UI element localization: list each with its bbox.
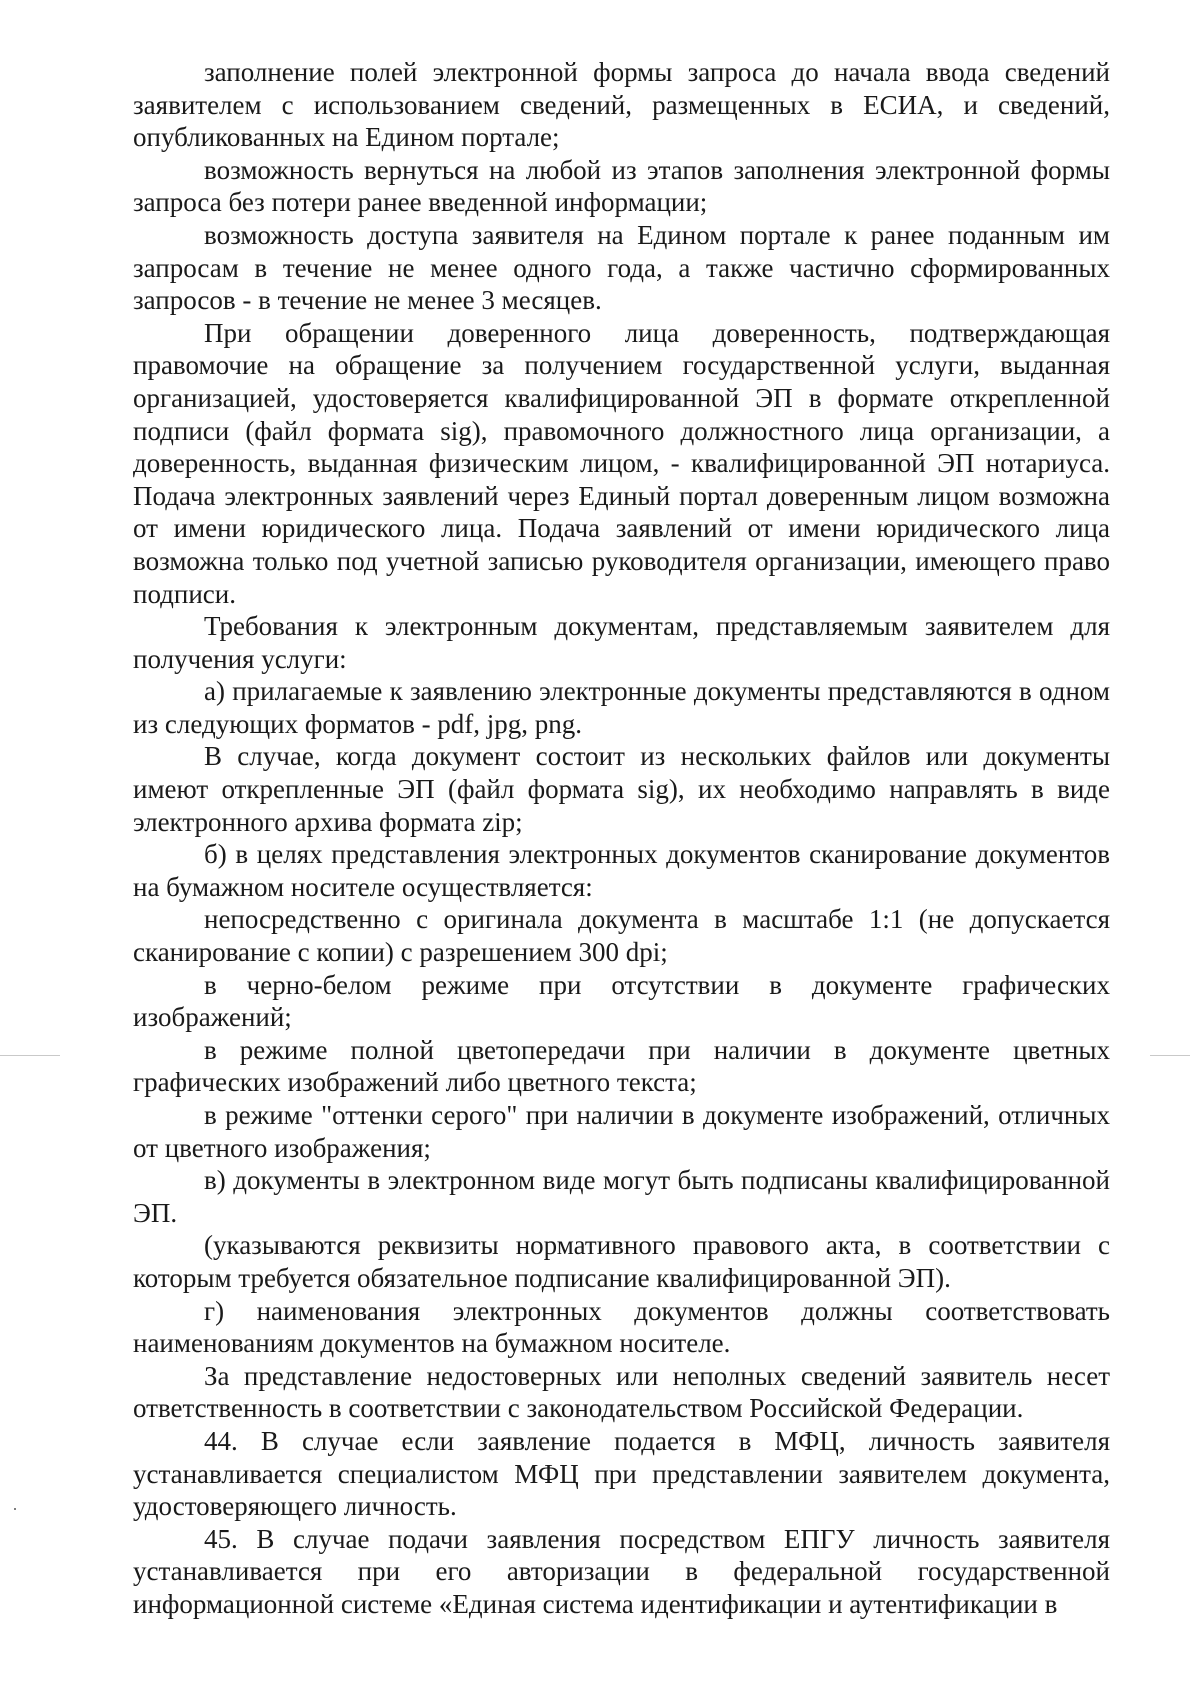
paragraph-zip-archive: В случае, когда документ состоит из нескольких файлов или документы имеют открепленные ЭП (файл формата sig), их необходимо направлять в виде электронного архива формата zip; [133, 741, 1110, 837]
paragraph-power-of-attorney: При обращении доверенного лица доверенность, подтверждающая правомочие на обращение за получением государственной услуги, выданная организацией, удостоверяется квалифицированной ЭП в формате открепленной подписи (файл формата sig), правомочного должностного лица организации, а доверенность, выданная физическим лицом, - квалифицированной ЭП нотариуса. Подача электронных заявлений через Единый портал доверенным лицом возможна от имени юридического лица. Подача заявлений от имени юридического лица возможна только под учетной записью руководителя организации, имеющего право подписи. [133, 317, 1110, 609]
paragraph-scan-bw: в черно-белом режиме при отсутствии в документе графических изображений; [133, 969, 1110, 1033]
paragraph-item-a-formats: а) прилагаемые к заявлению электронные документы представляются в одном из следующих форматов - pdf, jpg, png. [133, 676, 1110, 739]
paragraph-item-v-signature: в) документы в электронном виде могут быть подписаны квалифицированной ЭП. [133, 1165, 1110, 1228]
paragraph-prefill-form: заполнение полей электронной формы запроса до начала ввода сведений заявителем с использованием сведений, размещенных в ЕСИА, и сведений, опубликованных на Едином портале; [133, 57, 1110, 153]
paragraph-item-g-names: г) наименования электронных документов должны соответствовать наименованиям документов на бумажном носителе. [133, 1295, 1110, 1359]
paragraph-scan-original: непосредственно с оригинала документа в масштабе 1:1 (не допускается сканирование с копии) с разрешением 300 dpi; [133, 904, 1110, 968]
paragraph-return-to-step: возможность вернуться на любой из этапов заполнения электронной формы запроса без потери ранее введенной информации; [133, 154, 1110, 218]
paragraph-scan-color: в режиме полной цветопередачи при наличии в документе цветных графических изображений либо цветного текста; [133, 1034, 1110, 1098]
paragraph-clause-44: 44. В случае если заявление подается в МФЦ, личность заявителя устанавливается специалистом МФЦ при представлении заявителем документа, удостоверяющего личность. [133, 1425, 1110, 1522]
scan-artifact-left [0, 1055, 60, 1056]
paragraph-liability: За представление недостоверных или неполных сведений заявитель несет ответственность в соответствии с законодательством Российской Федерации. [133, 1360, 1110, 1424]
scan-artifact-right [1150, 1055, 1190, 1056]
paragraph-requirements-intro: Требования к электронным документам, представляемым заявителем для получения услуги: [133, 611, 1110, 674]
paragraph-legal-act-note: (указываются реквизиты нормативного правового акта, в соответствии с которым требуется обязательное подписание квалифицированной ЭП). [133, 1230, 1110, 1293]
paragraph-item-b-scanning: б) в целях представления электронных документов сканирование документов на бумажном носителе осуществляется: [133, 839, 1110, 902]
scan-dot-left [14, 1508, 16, 1510]
paragraph-scan-grayscale: в режиме "оттенки серого" при наличии в документе изображений, отличных от цветного изображения; [133, 1100, 1110, 1163]
paragraph-access-requests: возможность доступа заявителя на Едином портале к ранее поданным им запросам в течение не менее одного года, а также частично сформированных запросов - в течение не менее 3 месяцев. [133, 219, 1110, 316]
paragraph-clause-45: 45. В случае подачи заявления посредством ЕПГУ личность заявителя устанавливается при его авторизации в федеральной государственной информационной системе «Единая система идентификации и аутентификации в [133, 1523, 1110, 1619]
document-body [133, 56, 1110, 1621]
